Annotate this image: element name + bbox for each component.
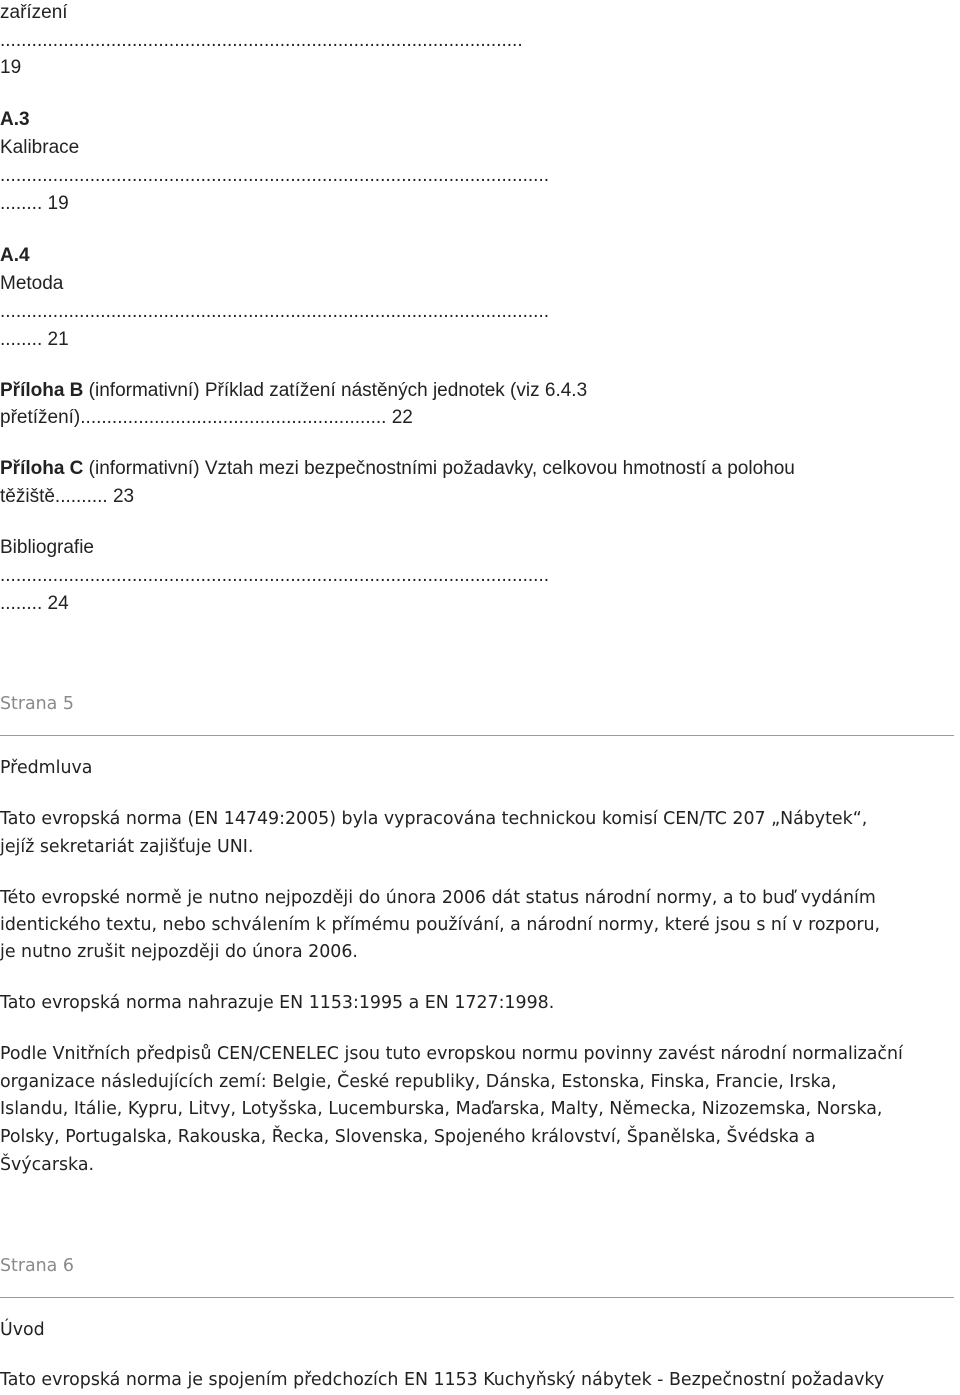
toc-leader-dots: ........................................................................................................	[0, 301, 549, 322]
paragraph-line: Této evropské normě je nutno nejpozději do února 2006 dát status národní normy, a to buď vydáním	[0, 888, 876, 908]
toc-page-number-a4: ........ 21	[0, 329, 69, 350]
toc-page-number-bibliography: ........ 24	[0, 593, 69, 614]
annex-c-label: Příloha C	[0, 458, 84, 479]
toc-annex-b	[0, 378, 587, 404]
toc-annex-c	[0, 456, 795, 482]
toc-leader-dots: ...................................................................................................	[0, 30, 523, 51]
toc-line-zarizeni: zařízení	[0, 2, 68, 23]
annex-b-title: (informativní) Příklad zatížení nástěných jednotek (viz 6.4.3	[83, 380, 588, 401]
paragraph-line: Tato evropská norma nahrazuje EN 1153:1995 a EN 1727:1998.	[0, 993, 555, 1013]
section-heading-uvod: Úvod	[0, 1320, 45, 1340]
toc-section-title-a4: Metoda	[0, 273, 64, 294]
toc-bibliography: Bibliografie	[0, 537, 94, 558]
paragraph-line: je nutno zrušit nejpozději do února 2006.	[0, 942, 358, 962]
paragraph-line: Švýcarska.	[0, 1155, 95, 1175]
toc-page-number: 19	[0, 57, 22, 78]
toc-annex-b-continuation: přetížení).......................................................... 22	[0, 407, 413, 428]
toc-section-title-a3: Kalibrace	[0, 137, 80, 158]
paragraph-line: Podle Vnitřních předpisů CEN/CENELEC jsou tuto evropskou normu povinny zavést národní normalizační	[0, 1044, 903, 1064]
paragraph-line: Islandu, Itálie, Kypru, Litvy, Lotyšska, Lucemburska, Maďarska, Malty, Německa, Nizozemska, Norska,	[0, 1099, 883, 1119]
annex-c-title: (informativní) Vztah mezi bezpečnostními požadavky, celkovou hmotností a polohou	[83, 458, 795, 479]
paragraph-line: jejíž sekretariát zajišťuje UNI.	[0, 837, 254, 857]
page-marker-6: Strana 6	[0, 1256, 74, 1276]
toc-leader-dots: ........................................................................................................	[0, 565, 549, 586]
page-marker-5: Strana 5	[0, 694, 74, 714]
paragraph-line: Tato evropská norma (EN 14749:2005) byla vypracována technickou komisí CEN/TC 207 „Nábytek“,	[0, 809, 868, 829]
page-divider	[0, 1297, 954, 1298]
section-heading-predmluva: Předmluva	[0, 758, 93, 778]
page-divider	[0, 735, 954, 736]
paragraph-line: Polsky, Portugalska, Rakouska, Řecka, Slovenska, Spojeného království, Španělska, Švédska a	[0, 1127, 816, 1147]
toc-section-number-a4: A.4	[0, 245, 30, 266]
toc-annex-c-continuation: těžiště.......... 23	[0, 486, 135, 507]
annex-b-label: Příloha B	[0, 380, 84, 401]
paragraph-line: organizace následujících zemí: Belgie, České republiky, Dánska, Estonska, Finska, Francie, Irska,	[0, 1072, 837, 1092]
paragraph-line: Tato evropská norma je spojením předchozích EN 1153 Kuchyňský nábytek - Bezpečnostní požadavky	[0, 1370, 885, 1390]
toc-section-number-a3: A.3	[0, 109, 30, 130]
paragraph-line: identického textu, nebo schválením k přímému používání, a národní normy, které jsou s ní v rozporu,	[0, 915, 881, 935]
toc-leader-dots: ........................................................................................................	[0, 165, 549, 186]
toc-page-number-a3: ........ 19	[0, 193, 69, 214]
